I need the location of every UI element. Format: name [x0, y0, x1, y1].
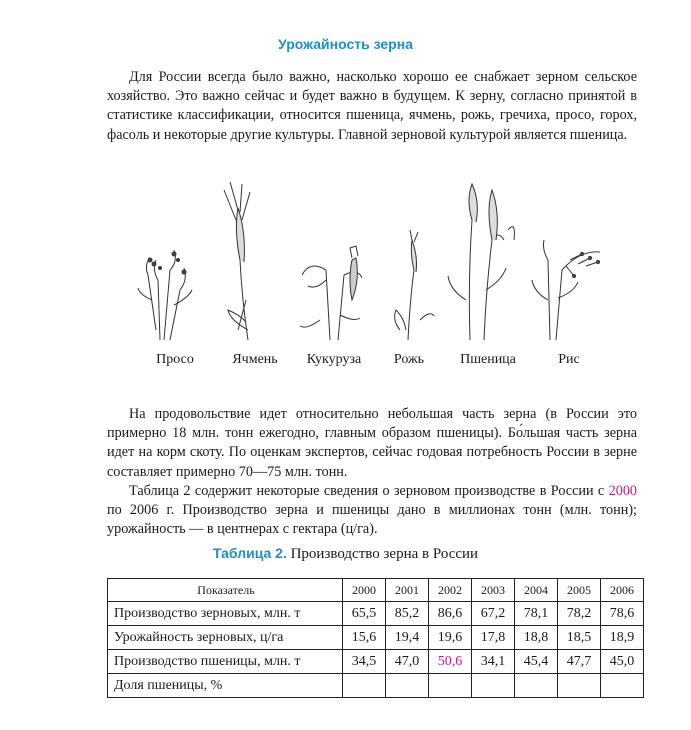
crop-label-rye: Рожь: [393, 352, 425, 367]
header-year: 2005: [558, 579, 601, 602]
table-cell-empty[interactable]: [558, 674, 601, 698]
table-cell: 78,6: [601, 602, 644, 626]
table-cell-empty[interactable]: [429, 674, 472, 698]
table-cell-empty[interactable]: [472, 674, 515, 698]
table-cell: 47,0: [386, 650, 429, 674]
page-title: Урожайность зерна: [278, 36, 413, 52]
table-row: [108, 650, 644, 674]
table-cell: 65,5: [343, 602, 386, 626]
table-cell: 67,2: [472, 602, 515, 626]
header-year: 2000: [343, 579, 386, 602]
table-cell: 86,6: [429, 602, 472, 626]
consumption-paragraph: На продовольствие идет относительно небольшая часть зерна (в России это примерно 18 млн. тонн ежегодно, главным образом пшеницы). Бо́льшая часть зерна идет на корм скоту. По оценкам экспертов, сейчас годовая потребность России в зерне составляет примерно 70—75 млн. тонн.: [107, 406, 637, 480]
table-cell-empty[interactable]: [601, 674, 644, 698]
table-cell-empty[interactable]: [343, 674, 386, 698]
barley-drawing: [224, 182, 250, 340]
table-cell: 18,9: [601, 626, 644, 650]
header-year: 2002: [429, 579, 472, 602]
crop-label-corn: Кукуруза: [306, 352, 362, 367]
row-label: Доля пшеницы, %: [108, 674, 343, 698]
table-cell: 45,4: [515, 650, 558, 674]
header-year: 2003: [472, 579, 515, 602]
table-cell: 15,6: [343, 626, 386, 650]
row-label: Урожайность зерновых, ц/га: [108, 626, 343, 650]
crop-label-millet: Просо: [156, 352, 194, 367]
table-row: [108, 626, 644, 650]
cereal-illustration: [130, 180, 610, 350]
table-cell: 34,5: [343, 650, 386, 674]
table-cell: 19,6: [429, 626, 472, 650]
rye-drawing: [395, 230, 434, 340]
rice-drawing: [532, 240, 600, 340]
table-header-row: [108, 579, 644, 602]
table-cell: 85,2: [386, 602, 429, 626]
table-cell: 17,8: [472, 626, 515, 650]
table-cell: 78,1: [515, 602, 558, 626]
table-caption: Таблица 2. Производство зерна в России: [212, 545, 479, 562]
table-cell-empty[interactable]: [386, 674, 429, 698]
table-cell: 34,1: [472, 650, 515, 674]
header-year: 2004: [515, 579, 558, 602]
table-row: [108, 602, 644, 626]
header-indicator: Показатель: [108, 579, 343, 602]
table-cell: 18,5: [558, 626, 601, 650]
millet-drawing: [138, 250, 192, 340]
table-cell-highlight: 50,6: [429, 650, 472, 674]
table-cell-empty[interactable]: [515, 674, 558, 698]
table-cell: 45,0: [601, 650, 644, 674]
table-row: [108, 674, 644, 698]
header-year: 2001: [386, 579, 429, 602]
table-intro-paragraph: Таблица 2 содержит некоторые сведения о зерновом производстве в России с 2000 по 2006 г. Производство зерна и пшеницы дано в миллионах тонн (млн. тонн); урожайность — в центнерах с гектара (ц/га).: [107, 483, 637, 538]
grain-production-table: [107, 578, 644, 698]
intro-paragraph: Для России всегда было важно, насколько хорошо ее снабжает зерном сельское хозяйство. Это важно сейчас и будет важно в будущем. К зерну, согласно принятой в статистике классификации, относится пшеница, ячмень, рожь, гречиха, просо, горох, фасоль и некоторые другие культуры. Главной зерновой культурой является пшеница.: [107, 69, 637, 143]
crop-label-barley: Ячмень: [232, 352, 278, 367]
header-year: 2006: [601, 579, 644, 602]
corn-drawing: [300, 246, 362, 340]
highlight-year: 2000: [608, 483, 637, 499]
wheat-drawing: [448, 184, 514, 340]
crop-label-wheat: Пшеница: [460, 352, 516, 367]
row-label: Производство зерновых, млн. т: [108, 602, 343, 626]
table-cell: 47,7: [558, 650, 601, 674]
table-cell: 78,2: [558, 602, 601, 626]
table-cell: 19,4: [386, 626, 429, 650]
crop-label-rice: Рис: [558, 352, 580, 367]
row-label: Производство пшеницы, млн. т: [108, 650, 343, 674]
table-cell: 18,8: [515, 626, 558, 650]
